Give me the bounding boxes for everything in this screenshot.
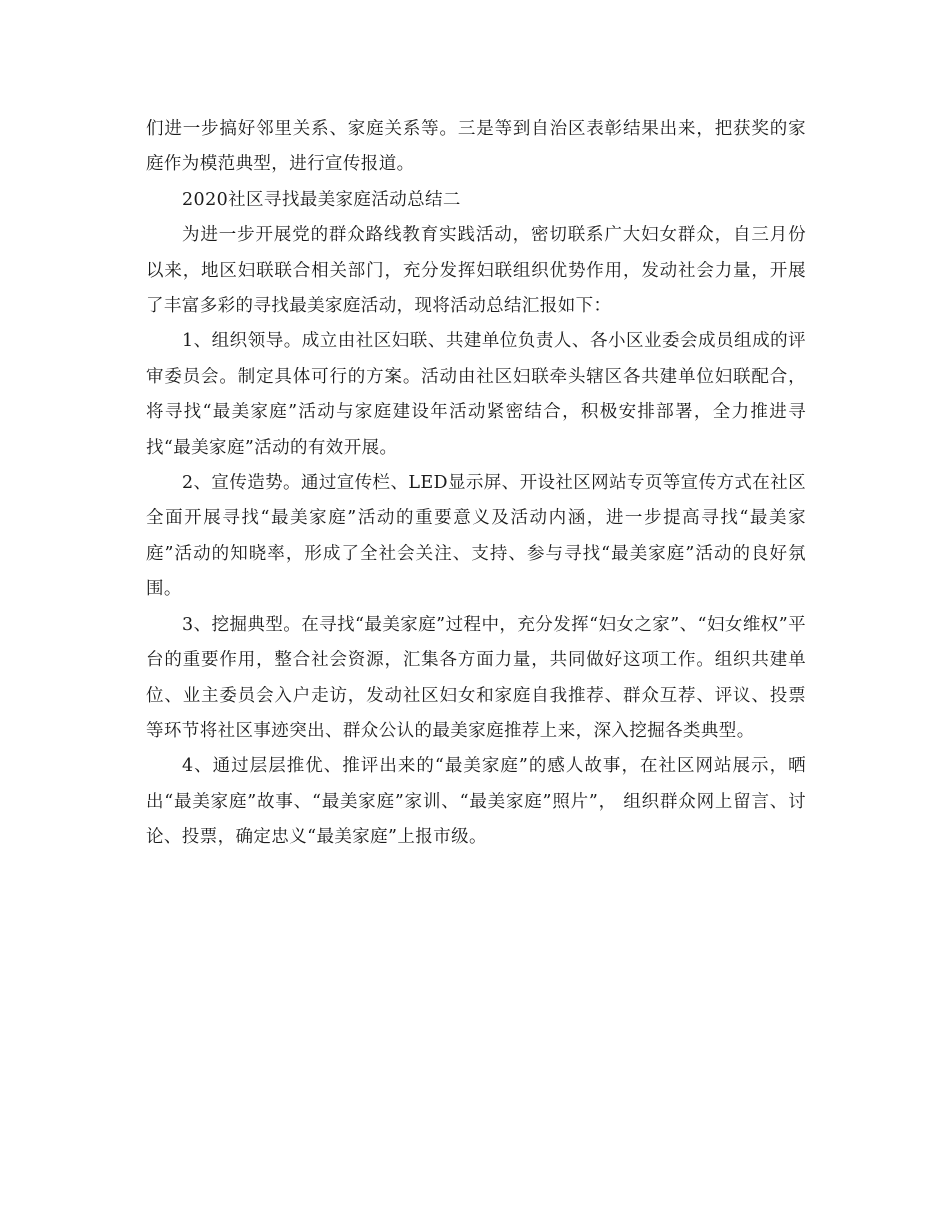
paragraph-item-1: 1、组织领导。成立由社区妇联、共建单位负责人、各小区业委会成员组成的评审委员会。制定具体可行的方案。活动由社区妇联牵头辖区各共建单位妇联配合，将寻找“最美家庭”活动与家庭建设年活动紧密结合，积极安排部署，全力推进寻找“最美家庭”活动的有效开展。 [146, 331, 806, 458]
document-body [146, 112, 806, 856]
paragraph-item-4: 4、通过层层推优、推评出来的“最美家庭”的感人故事，在社区网站展示，晒出“最美家庭”故事、“最美家庭”家训、“最美家庭”照片”， 组织群众网上留言、讨论、投票，确定忠义“最美家庭”上报市级。 [146, 756, 806, 848]
paragraph-item-3: 3、挖掘典型。在寻找“最美家庭”过程中，充分发挥“妇女之家”、“妇女维权”平台的重要作用，整合社会资源，汇集各方面力量，共同做好这项工作。组织共建单位、业主委员会入户走访，发动社区妇女和家庭自我推荐、群众互荐、评议、投票等环节将社区事迹突出、群众公认的最美家庭推荐上来，深入挖掘各类典型。 [146, 614, 806, 741]
paragraph-item-2: 2、宣传造势。通过宣传栏、LED显示屏、开设社区网站专页等宣传方式在社区全面开展寻找“最美家庭”活动的重要意义及活动内涵，进一步提高寻找“最美家庭”活动的知晓率，形成了全社会关注、支持、参与寻找“最美家庭”活动的良好氛围。 [146, 473, 806, 600]
paragraph-intro: 为进一步开展党的群众路线教育实践活动，密切联系广大妇女群众，自三月份以来，地区妇联联合相关部门，充分发挥妇联组织优势作用，发动社会力量，开展了丰富多彩的寻找最美家庭活动，现将活动总结汇报如下： [146, 225, 806, 317]
section-heading: 2020社区寻找最美家庭活动总结二 [182, 189, 461, 210]
paragraph-continuation: 们进一步搞好邻里关系、家庭关系等。三是等到自治区表彰结果出来，把获奖的家庭作为模范典型，进行宣传报道。 [146, 119, 806, 175]
